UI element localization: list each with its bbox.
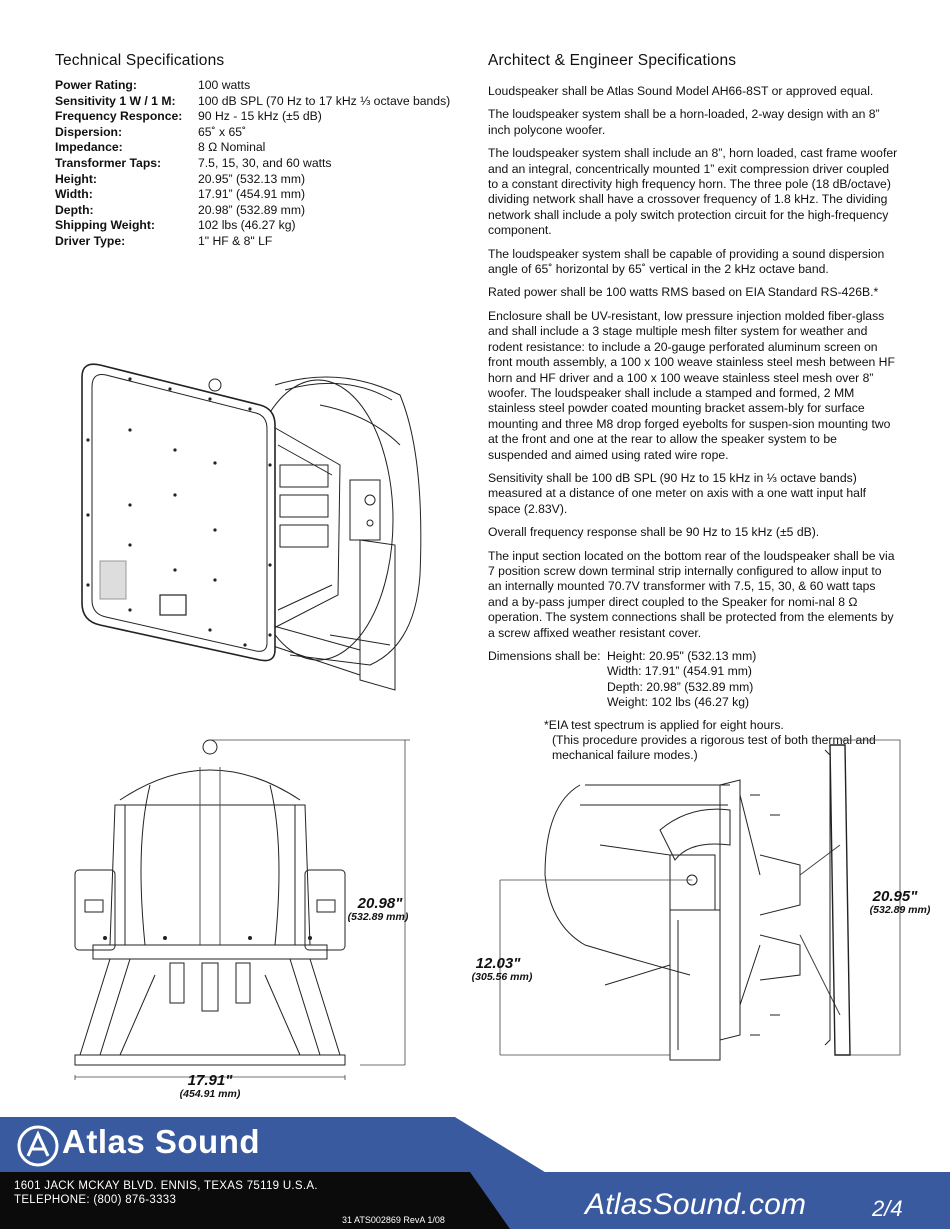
arch-paragraph: Rated power shall be 100 watts RMS based on EIA Standard RS-426B.* (488, 285, 879, 300)
arch-paragraph: The loudspeaker system shall be a horn-loaded, 2-way design with an 8” inch polycone woofer. (488, 107, 880, 137)
brand-name: Atlas Sound (62, 1123, 261, 1160)
arch-paragraph: Loudspeaker shall be Atlas Sound Model AH66-8ST or approved equal. (488, 84, 874, 98)
spec-row (55, 234, 465, 250)
spec-row (55, 140, 465, 156)
side-height-mm-label: (532.89 mm) (869, 904, 930, 916)
front-width-mm-label: (454.91 mm) (179, 1088, 241, 1100)
architect-specifications (488, 52, 898, 764)
mount-height-mm-label: (305.56 mm) (471, 971, 533, 983)
dimension-weight: Weight: 102 lbs (46.27 kg) (607, 695, 750, 710)
website: AtlasSound.com (585, 1188, 807, 1221)
tech-specs-title: Technical Specifications (55, 52, 225, 69)
eia-note-line2: (This procedure provides a rigorous test of both thermal and mechanical failure modes.) (552, 733, 876, 763)
spec-row (55, 109, 465, 125)
spec-label: Width: (55, 187, 93, 202)
spec-label: Transformer Taps: (55, 155, 162, 170)
arch-specs-title: Architect & Engineer Specifications (488, 52, 737, 69)
spec-label: Height: (55, 171, 97, 186)
spec-label: Power Rating: (55, 78, 137, 92)
arch-paragraph: The loudspeaker system shall be capable of providing a sound dispersion angle of 65˚ horizontal by 65˚ vertical in the 2 kHz octave band. (488, 246, 885, 277)
spec-label: Impedance: (55, 140, 123, 155)
spec-value: 100 watts (198, 78, 251, 92)
side-height-label: 20.95" (872, 888, 918, 905)
front-height-mm-label: (532.89 mm) (347, 911, 409, 923)
spec-table (55, 78, 465, 250)
spec-value: 65˚ x 65˚ (198, 124, 247, 139)
page-number: 2/4 (872, 1196, 903, 1221)
address-line2: TELEPHONE: (800) 876-3333 (14, 1193, 177, 1206)
spec-label: Frequency Responce: (55, 109, 183, 124)
dimensions-label: Dimensions shall be: (488, 649, 601, 663)
spec-value: 102 lbs (46.27 kg) (198, 218, 296, 233)
spec-label: Shipping Weight: (55, 218, 155, 233)
arch-paragraph: Enclosure shall be UV-resistant, low pressure injection molded fiber-glass and shall include a 3 stage multiple mesh filter system for weather and rodent resistance: to include a 20-gauge perforated aluminum screen on front mouth assembly, a 100 x 100 weave stainless steel mesh between HF horn and HF driver and a 100 x 100 weave stainless steel mesh over 8” woofer. The loudspeaker shall include a stamped and formed, 2 MM stainless steel powder coated mounting bracket assem-bly for surface mounting and three M8 drop forged eyebolts for suspen-sion mounting two at the front and one at the rear to allow the speaker system to be suspended and aimed using rated wire rope. (488, 308, 895, 462)
dimension-height: Height: 20.95" (532.13 mm) (607, 649, 757, 663)
spec-row (55, 187, 465, 203)
mount-height-label: 12.03" (475, 955, 521, 972)
isometric-drawing (70, 345, 430, 695)
spec-value: 7.5, 15, 30, and 60 watts (198, 155, 332, 170)
spec-label: Driver Type: (55, 233, 126, 248)
spec-label: Dispersion: (55, 124, 123, 139)
eia-note-line1: *EIA test spectrum is applied for eight hours. (544, 717, 784, 732)
front-height-label: 20.98" (357, 895, 403, 912)
arch-paragraph: The input section located on the bottom rear of the loudspeaker shall be via 7 position screw down terminal strip internally configured to allow input to an internally mounted 70.7V transformer with 7.5, 15, 30, & 60 watt taps and a by-pass jumper direct coupled to the Speaker for nomi-nal 8 Ω operation. The system connections shall be protected from the elements by a screw affixed weather resistant cover. (488, 548, 895, 640)
spec-value: 20.98” (532.89 mm) (198, 202, 306, 217)
spec-value: 8 Ω Nominal (198, 140, 266, 155)
dimension-depth: Depth: 20.98” (532.89 mm) (607, 679, 754, 694)
doc-number: 31 ATS002869 RevA 1/08 (342, 1215, 445, 1225)
arch-paragraphs (488, 84, 898, 641)
spec-value: 90 Hz - 15 kHz (±5 dB) (198, 109, 322, 124)
spec-row (55, 156, 465, 172)
spec-row (55, 218, 465, 234)
atlas-logo-icon (16, 1124, 60, 1168)
spec-row (55, 78, 465, 94)
spec-value: 20.95” (532.13 mm) (198, 171, 306, 186)
spec-label: Sensitivity 1 W / 1 M: (55, 93, 176, 108)
arch-paragraph: Overall frequency response shall be 90 Hz to 15 kHz (±5 dB). (488, 525, 820, 540)
spec-row (55, 172, 465, 188)
dimension-width: Width: 17.91” (454.91 mm) (607, 664, 752, 679)
arch-paragraph: Sensitivity shall be 100 dB SPL (90 Hz to 15 kHz in ⅓ octave bands) measured at a distance of one meter on axis with a one watt input half space (2.83V). (488, 470, 867, 516)
address (14, 1180, 318, 1207)
technical-specifications (55, 52, 465, 250)
spec-value: 100 dB SPL (70 Hz to 17 kHz ⅓ octave bands) (198, 93, 451, 108)
address-line1: 1601 JACK MCKAY BLVD. ENNIS, TEXAS 75119 U.S.A. (14, 1180, 318, 1192)
spec-value: 17.91” (454.91 mm) (198, 187, 306, 202)
front-view-drawing (60, 735, 450, 1115)
arch-paragraph: The loudspeaker system shall include an 8”, horn loaded, cast frame woofer and an integral, concentrically mounted 1” exit compression driver coupled to a constant directivity high frequency horn. The three pole (18 dB/octave) dividing network shall have a crossover frequency of 1.8 kHz. The dividing network shall include a poly switch protection circuit for the high-frequency component. (488, 146, 898, 238)
front-width-label: 17.91" (187, 1072, 233, 1089)
spec-label: Depth: (55, 202, 94, 217)
spec-row (55, 94, 465, 110)
spec-row (55, 203, 465, 219)
dimensions-block (488, 649, 898, 711)
spec-row (55, 125, 465, 141)
spec-value: 1" HF & 8" LF (198, 233, 273, 248)
side-view-drawing (460, 735, 930, 1065)
